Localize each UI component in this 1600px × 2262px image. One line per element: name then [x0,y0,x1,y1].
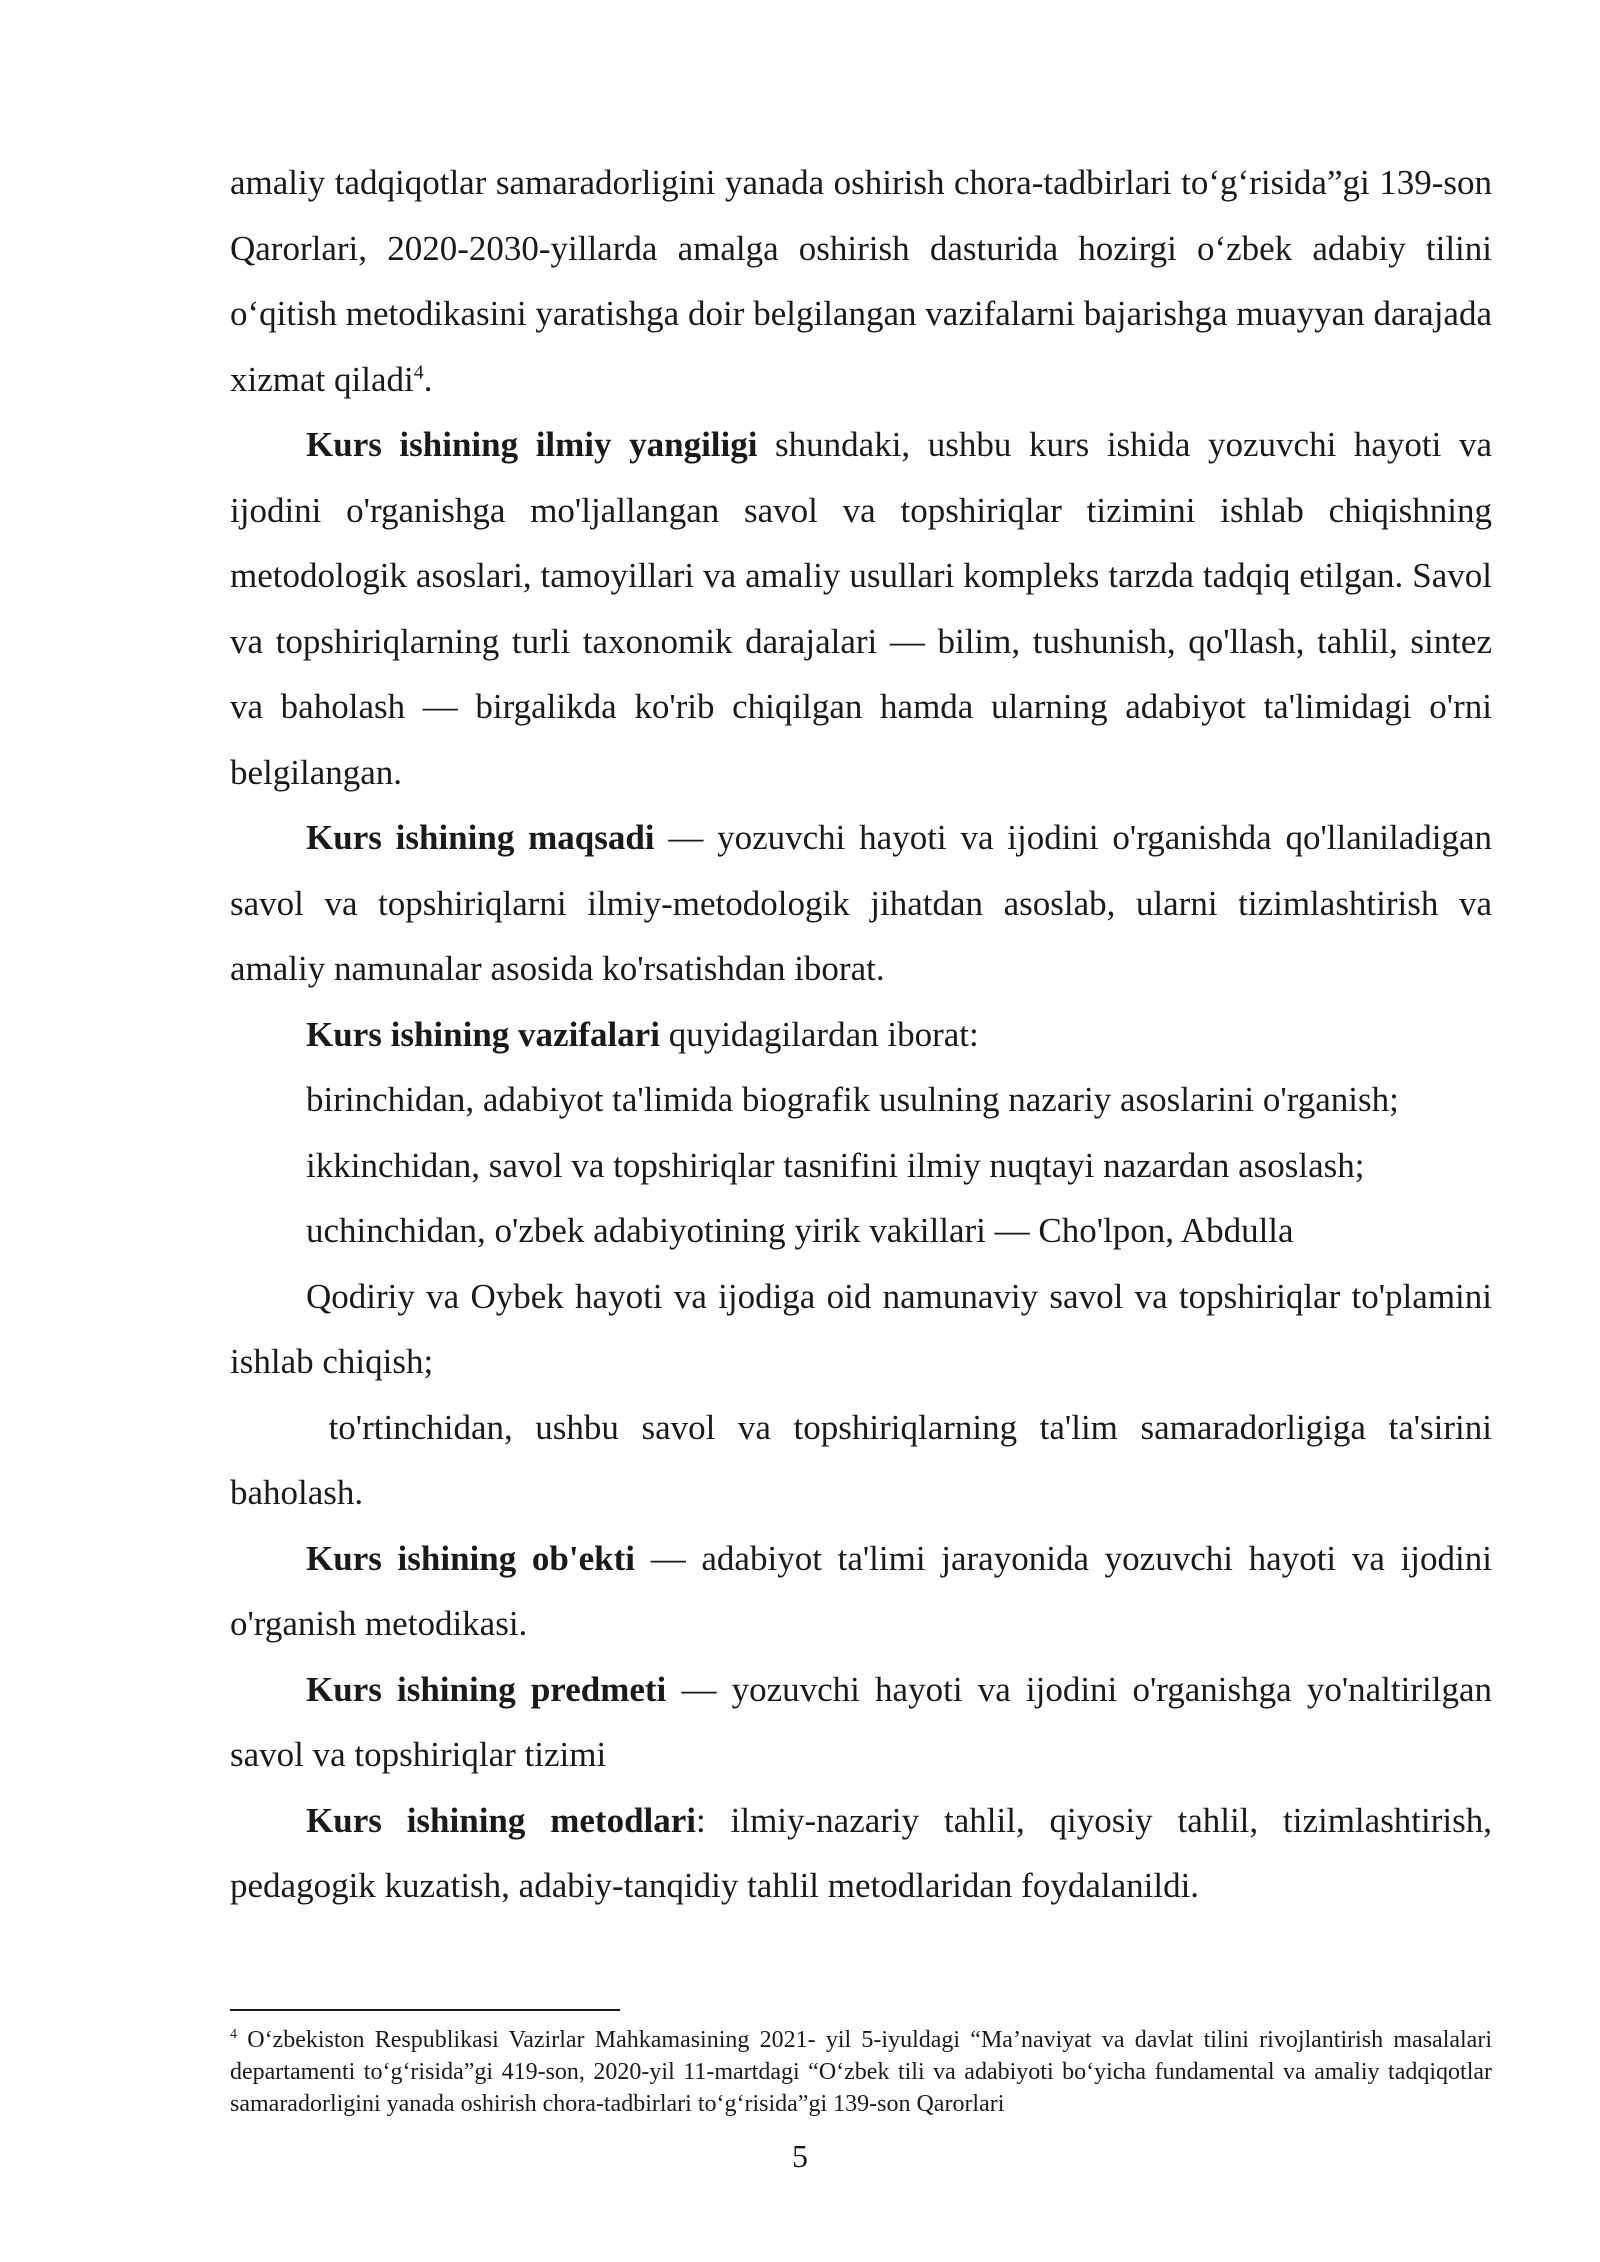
paragraph-novelty [230,412,1492,805]
task-item-2: ikkinchidan, savol va topshiriqlar tasnifini ilmiy nuqtayi nazardan asoslash; [306,1145,1365,1185]
subject-heading: Kurs ishining predmeti [306,1669,667,1709]
footnote-reference[interactable]: 4 [413,360,424,383]
paragraph-methods [230,1788,1492,1919]
task-item-1: birinchidan, adabiyot ta'limida biografik usulning nazariy asoslarini o'rganish; [306,1080,1399,1119]
page-number: 5 [792,2138,808,2174]
tasks-heading: Kurs ishining vazifalari [306,1014,660,1054]
object-text: — adabiyot ta'limi jarayonida yozuvchi hayoti va ijodini o'rganish metodikasi. [230,1538,1492,1643]
methods-text: : ilmiy-nazariy tahlil, qiyosiy tahlil, tizimlashtirish, pedagogik kuzatish, adabiy-tanqidiy tahlil metodlaridan foydalanildi. [230,1800,1493,1905]
paragraph-intro [230,150,1492,412]
task-item-4: to'rtinchidan, ushbu savol va topshiriqlarning ta'lim samaradorligiga ta'sirini baholash. [230,1407,1501,1512]
paragraph-subject [230,1657,1492,1788]
paragraph-goal [230,805,1492,1002]
paragraph-object [230,1526,1492,1657]
object-heading: Kurs ishining ob'ekti [306,1538,635,1578]
methods-heading: Kurs ishining metodlari [306,1800,697,1840]
tasks-text: quyidagilardan iborat: [659,1014,979,1054]
footnote-separator [230,2009,620,2011]
subject-text: — yozuvchi hayoti va ijodini o'rganishga yo'naltirilgan savol va topshiriqlar tizimi [230,1669,1492,1774]
novelty-text: shundaki, ushbu kurs ishida yozuvchi hayoti va ijodini o'rganishga mo'ljallangan savol va topshiriqlar tizimini ishlab chiqishning metodologik asoslari, tamoyillari va amaliy usullari kompleks tarzda tadqiq etilgan. Savol va topshiriqlarning turli taxonomik darajalari — bilim, tushunish, qo'llash, tahlil, sintez va baholash — birgalikda ko'rib chiqilgan hamda ularning adabiyot ta'limidagi o'rni belgilangan. [230,425,1492,792]
main-text [230,150,1501,1919]
novelty-heading: Kurs ishining ilmiy yangiligi [306,425,758,464]
footnote [230,2024,1492,2120]
task-item-3-continued: Qodiriy va Oybek hayoti va ijodiga oid namunaviy savol va topshiriqlar to'plamini ishlab chiqish; [230,1276,1501,1381]
task-item-3: uchinchidan, o'zbek adabiyotining yirik vakillari — Cho'lpon, Abdulla [306,1211,1294,1250]
goal-heading: Kurs ishining maqsadi [306,818,655,857]
footnote-text: O‘zbekiston Respublikasi Vazirlar Mahkamasining 2021- yil 5-iyuldagi “Ma’naviyat va davlat tilini rivojlantirish masalalari departamenti to‘g‘risida”gi 419-son, 2020-yil 11-martdagi “O‘zbek tili va adabiyoti bo‘yicha fundamental va amaliy tadqiqotlar samaradorligini yanada oshirish chora-tadbirlari to‘g‘risida”gi 139-son Qarorlari [230,2027,1492,2117]
paragraph-intro-end: . [423,359,433,399]
paragraph-tasks [230,1002,1492,1068]
goal-text: — yozuvchi hayoti va ijodini o'rganishda qo'llaniladigan savol va topshiriqlarni ilmiy-metodologik jihatdan asoslab, ularni tizimlashtirish va amaliy namunalar asosida ko'rsatishdan iborat. [230,818,1492,988]
paragraph-intro-text: amaliy tadqiqotlar samaradorligini yanada oshirish chora-tadbirlari to‘g‘risida”gi 139-son Qarorlari, 2020-2030-yillarda amalga oshirish dasturida hozirgi o‘zbek adabiy tilini o‘qitish metodikasini yaratishga doir belgilangan vazifalarni bajarishga muayyan darajada xizmat qiladi [230,163,1492,399]
footnote-marker: 4 [230,2027,237,2042]
